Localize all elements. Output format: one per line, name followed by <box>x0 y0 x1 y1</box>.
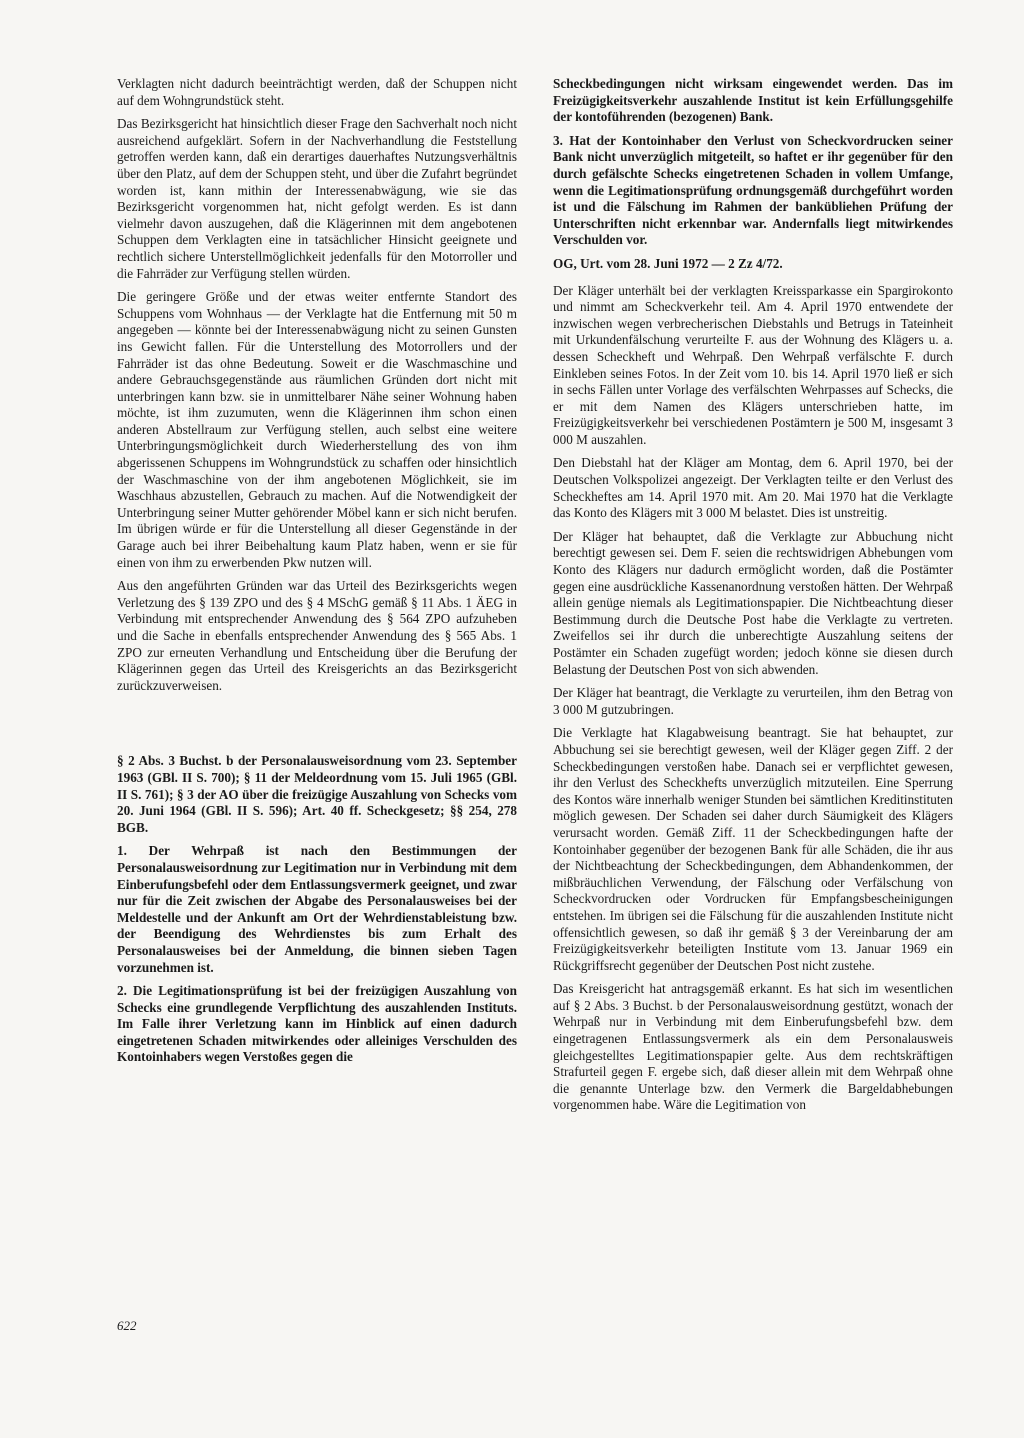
body-paragraph: Das Kreisgericht hat antragsgemäß erkannt. Es hat sich im wesentlichen auf § 2 Abs. 3 Buchst. b der Personalausweisordnung gestützt, wonach der Wehrpaß nur in Verbindung mit dem Einberufungsbefehl bzw. dem eingetragenen Entlassungsvermerk als ein dem Personalausweis gleichgestelltes Legitimationspapier gelte. Aus dem rechtskräftigen Strafurteil gegen F. ergebe sich, daß dieser allein mit dem Wehrpaß ohne die genannte Unterlage bzw. den Vermerk die Bargeldabhebungen vorgenommen habe. Wäre die Legitimation von <box>553 981 953 1113</box>
headnote-citation: § 2 Abs. 3 Buchst. b der Personalausweisordnung vom 23. September 1963 (GBl. II S. 700); § 11 der Meldeordnung vom 15. Juli 1965 (GBl. II S. 761); § 3 der AO über die freizügige Auszahlung von Schecks vom 20. Juni 1964 (GBl. II S. 596); Art. 40 ff. Scheckgesetz; §§ 254, 278 BGB. <box>117 753 517 835</box>
body-paragraph: Den Diebstahl hat der Kläger am Montag, dem 6. April 1970, bei der Deutschen Volkspolizei angezeigt. Der Verklagten teilte er den Verlust des Scheckheftes am 14. April 1970 mit. Am 20. Mai 1970 hat die Verklagte das Konto des Klägers mit 3 000 M belastet. Dies ist unstreitig. <box>553 455 953 521</box>
body-paragraph: Das Bezirksgericht hat hinsichtlich dieser Frage den Sachverhalt noch nicht ausreichend aufgeklärt. Sofern in der Nachverhandlung die Feststellung getroffen werden kann, daß ein derartiges dauerhaftes Nutzungsverhältnis über den Platz, auf dem der Schuppen steht, und über die Zufahrt begründet worden ist, kann mithin der Interessenabwägung, wie sie das Bezirksgericht vorgenommen hat, nicht gefolgt werden. Es ist dann vielmehr davon auszugehen, daß die Klägerinnen mit dem angebotenen Schuppen dem Verklagten eine in tatsächlicher Hinsicht geeignete und rechtlich sichere Unterstellmöglichkeit jedenfalls für den Motorroller und die Fahrräder zur Verfügung stellen würden. <box>117 116 517 281</box>
body-paragraph: Verklagten nicht dadurch beeinträchtigt werden, daß der Schuppen nicht auf dem Wohngrundstück steht. <box>117 76 517 108</box>
body-paragraph: Aus den angeführten Gründen war das Urteil des Bezirksgerichts wegen Verletzung des § 139 ZPO und des § 4 MSchG gemäß § 11 Abs. 1 ÄEG in Verbindung mit entsprechender Anwendung des § 564 ZPO aufzuheben und die Sache in ebenfalls entsprechender Anwendung des § 565 Abs. 1 ZPO zur erneuten Verhandlung und Entscheidung über die Berufung der Klägerinnen gegen das Urteil des Kreisgerichts an das Bezirksgericht zurückzuverweisen. <box>117 578 517 693</box>
body-paragraph: Der Kläger hat beantragt, die Verklagte zu verurteilen, ihm den Betrag von 3 000 M gutzubringen. <box>553 685 953 717</box>
body-paragraph: Die geringere Größe und der etwas weiter entfernte Standort des Schuppens vom Wohnhaus — der Verklagte hat die Entfernung mit 50 m angegeben — könnte bei der Interessenabwägung nicht zu seinen Gunsten ins Gewicht fallen. Für die Unterstellung des Motorrollers und der Fahrräder ist das ohne Bedeutung. Soweit er die Waschmaschine und andere Gebrauchsgegenstände aus räumlichen Gründen dort nicht mit unterbringen kann bzw. sie in unmittelbarer Nähe seiner Wohnung haben möchte, ist ihm zuzumuten, wenn die Klägerinnen ihm schon einen anderen Abstellraum zur Verfügung stellen, auch selbst eine weitere Unterbringungsmöglichkeit durch Wiederherstellung des von ihm abgerissenen Schuppens im Wohngrundstück zu schaffen oder hinsichtlich der Waschmaschine von der ihm angebotenen Möglichkeit, sie im Waschhaus abzustellen, Gebrauch zu machen. Auf die Notwendigkeit der Unterbringung seiner Mutter gehörender Möbel kann er sich nicht berufen. Im übrigen würde er für die Unterstellung all dieser Gegenstände in der Garage auch bei ihrer Beibehaltung kaum Platz haben, wenn er sie für einen von ihm zu erwerbenden Pkw nutzen will. <box>117 289 517 570</box>
headnote-3: 3. Hat der Kontoinhaber den Verlust von Scheckvordrucken seiner Bank nicht unverzüglich mitgeteilt, so haftet er ihr gegenüber für den durch gefälschte Schecks eingetretenen Schaden in vollem Umfange, wenn die Legitimationsprüfung ordnungsgemäß durchgeführt worden ist und die Fälschung im Rahmen der bankübliehen Prüfung der Unterschriften nicht erkennbar war. Andernfalls liegt mitwirkendes Verschulden vor. <box>553 132 953 248</box>
left-column <box>117 76 517 1073</box>
headnote-2-start: 2. Die Legitimationsprüfung ist bei der freizügigen Auszahlung von Schecks eine grundlegende Verpflichtung des auszahlenden Instituts. Im Falle ihrer Verletzung kann im Hinblick auf einen dadurch eingetretenen Schaden mitwirkendes oder alleiniges Verschulden des Kontoinhabers wegen Verstoßes gegen die <box>117 983 517 1065</box>
page-number: 622 <box>117 1318 137 1333</box>
body-paragraph: Der Kläger hat behauptet, daß die Verklagte zur Abbuchung nicht berechtigt gewesen sei. Dem F. seien die rechtswidrigen Abhebungen vom Konto des Klägers nur dadurch ermöglicht worden, daß die Postämter gegen eine ausdrückliche Kassenanordnung verstoßen hätten. Der Wehrpaß allein genüge niemals als Legitimationspapier. Die Nichtbeachtung dieser Bestimmung durch die Deutsche Post habe die Verklagte zu vertreten. Zweifellos sei ihr durch die unberechtigte Auszahlung seitens der Postämter ein Schaden zugefügt worden; jedoch könne sie diesen durch Belastung der Deutschen Post von sich abwenden. <box>553 528 953 677</box>
right-column <box>553 76 953 1121</box>
headnote-2-end: Scheckbedingungen nicht wirksam eingewendet werden. Das im Freizügigkeitsverkehr auszahlende Institut ist kein Erfüllungsgehilfe der kontoführenden (bezogenen) Bank. <box>553 76 953 125</box>
headnote-1: 1. Der Wehrpaß ist nach den Bestimmungen der Personalausweisordnung zur Legitimation nur in Verbindung mit dem Einberufungsbefehl oder dem Entlassungsvermerk geeignet, und zwar nur für die Zeit zwischen der Abgabe des Personalausweises bei der Meldestelle und der Ankunft am Ort der Wehrdienstableistung bzw. der Beendigung des Wehrdienstes bis zum Erhalt des Personalausweises bei der Anmeldung, die binnen sieben Tagen vorzunehmen ist. <box>117 843 517 975</box>
decision-reference: OG, Urt. vom 28. Juni 1972 — 2 Zz 4/72. <box>553 255 783 271</box>
section-gap <box>117 701 517 753</box>
body-paragraph: Die Verklagte hat Klagabweisung beantragt. Sie hat behauptet, zur Abbuchung sei sie berechtigt gewesen, weil der Kläger gegen Ziff. 2 der Scheckbedingungen verstoßen habe. Danach sei er verpflichtet gewesen, ihr den Verlust des Scheckhefts unverzüglich mitzuteilen. Eine Sperrung des Kontos wäre innerhalb weniger Stunden bei sämtlichen Kreditinstituten möglich gewesen. Der Schaden sei daher durch Säumigkeit des Klägers verursacht worden. Gemäß Ziff. 11 der Scheckbedingungen hafte der Kontoinhaber gegenüber der bezogenen Bank für alle Schäden, die ihr aus der Nichtbeachtung der Scheckbedingungen, dem Abhandenkommen, der mißbräuchlichen Verwendung, der Fälschung oder Verfälschung von Scheckvordrucken oder Vordrucken für Empfangsbescheinigungen entstehen. Im übrigen sei die Fälschung für die auszahlenden Institute nicht offensichtlich gewesen, so daß ihr gemäß § 3 der Vereinbarung der am Freizügigkeitsverkehr beteiligten Institute vom 13. Januar 1969 ein Rückgriffsrecht gegenüber der Deutschen Post nicht zustehe. <box>553 725 953 973</box>
body-paragraph: Der Kläger unterhält bei der verklagten Kreissparkasse ein Spargirokonto und nimmt am Scheckverkehr teil. Am 4. April 1970 entwendete der inzwischen wegen verbrecherischen Diebstahls und Betrugs in Tateinheit mit Urkundenfälschung verurteilte F. aus der Wohnung des Klägers u. a. dessen Scheckheft und Wehrpaß. Den Wehrpaß verfälschte F. durch Einkleben seines Fotos. In der Zeit vom 10. bis 14. April 1970 ließ er sich in sechs Fällen unter Vorlage des verfälschten Wehrpasses auf Schecks, die er mit dem Namen des Klägers unterschrieben hatte, im Freizügigkeitsverkehr bei verschiedenen Postämtern je 500 M, insgesamt 3 000 M auszahlen. <box>553 282 953 447</box>
